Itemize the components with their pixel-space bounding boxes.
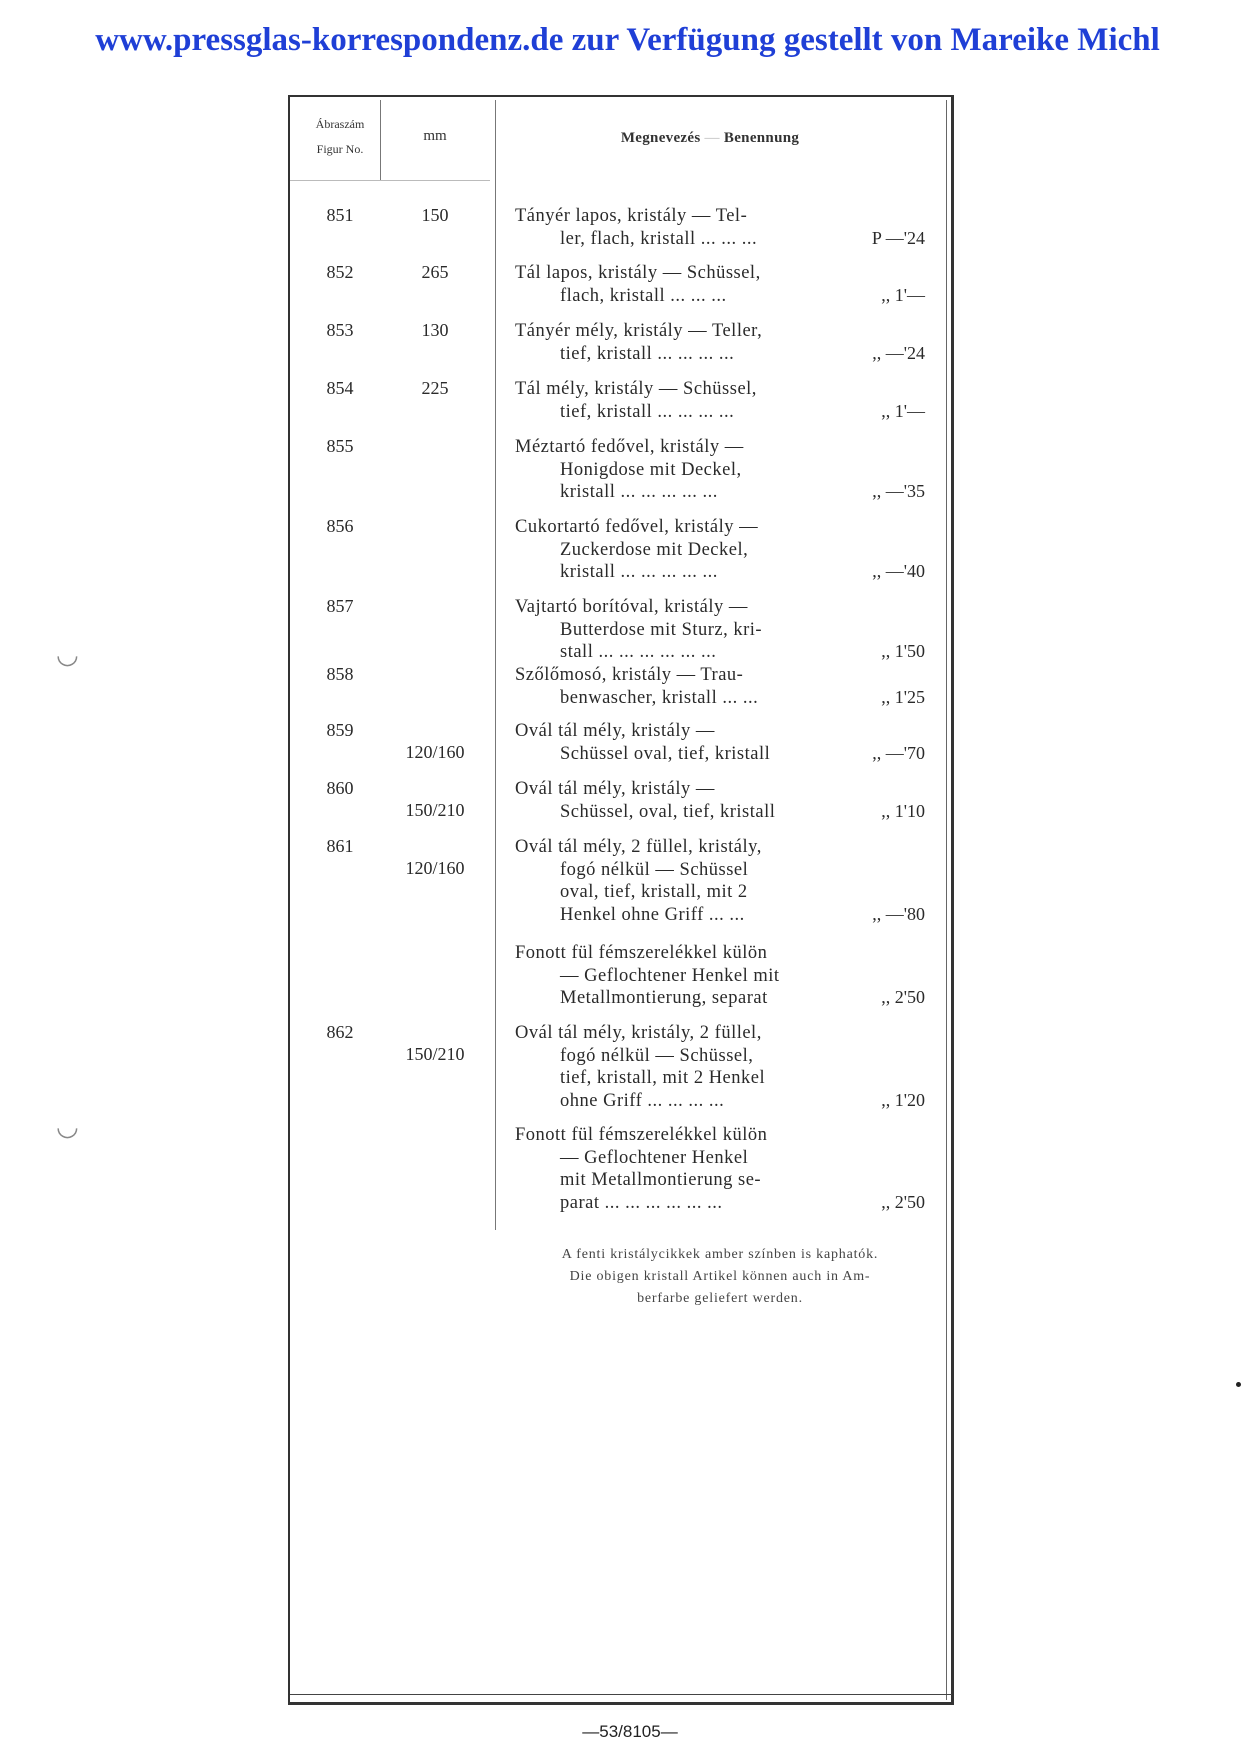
description-line: tief, kristall ... ... ... ... <box>560 343 735 364</box>
header-separator: — <box>704 130 720 146</box>
item-price: ,, —'80 <box>872 903 925 924</box>
description-line: Fonott fül fémszerelékkel külön <box>515 943 768 963</box>
figure-number: 857 <box>326 596 354 616</box>
figure-number: 861 <box>326 836 354 856</box>
description-line: Tányér lapos, kristály — Tel- <box>515 206 748 226</box>
column-divider-fig <box>380 100 381 180</box>
figure-number: 862 <box>326 1022 354 1042</box>
footnote-line: A fenti kristálycikkek amber színben is kaphatók. <box>561 1247 879 1262</box>
item-price: ,, 1'25 <box>881 686 925 707</box>
description-line: tief, kristall, mit 2 Henkel <box>560 1068 766 1089</box>
page-number: —53/8105— <box>582 1722 678 1741</box>
description-line: Tál mély, kristály — Schüssel, <box>515 379 757 399</box>
item-price: ,, 1'50 <box>881 641 925 662</box>
header-figure-hu: Ábraszám <box>315 117 365 131</box>
frame-inner-right-rule <box>946 100 947 1700</box>
footnote-line: Die obigen kristall Artikel können auch in Am- <box>569 1269 871 1284</box>
description-line: Vajtartó borítóval, kristály — <box>515 597 748 617</box>
item-description <box>515 1022 833 1112</box>
size-mm: 120/160 <box>405 742 465 762</box>
size-mm: 225 <box>421 378 449 398</box>
description-line: Schüssel, oval, tief, kristall <box>560 801 776 822</box>
description-line: kristall ... ... ... ... ... <box>560 562 718 583</box>
description-line: Tányér mély, kristály — Teller, <box>515 321 763 341</box>
description-line: Metallmontierung, separat <box>560 988 768 1009</box>
item-price: ,, 1'10 <box>881 800 925 821</box>
description-line: Honigdose mit Deckel, <box>560 459 742 480</box>
footnote <box>505 1244 935 1310</box>
item-price: ,, —'24 <box>872 342 925 363</box>
item-description <box>515 516 833 584</box>
description-line: Fonott fül fémszerelékkel külön <box>515 1125 768 1145</box>
figure-number: 856 <box>326 516 354 536</box>
item-price: ,, 1'— <box>881 284 925 305</box>
size-mm: 130 <box>421 320 449 340</box>
description-line: parat ... ... ... ... ... ... <box>560 1192 723 1213</box>
description-line: fogó nélkül — Schüssel, <box>560 1045 754 1066</box>
item-description <box>515 596 833 664</box>
header-mm: mm <box>423 128 447 144</box>
description-line: Zuckerdose mit Deckel, <box>560 539 749 560</box>
description-line: — Geflochtener Henkel mit <box>560 965 780 986</box>
item-price: ,, 1'20 <box>881 1089 925 1110</box>
description-line: benwascher, kristall ... ... <box>560 687 759 708</box>
item-description <box>515 320 833 365</box>
item-price: P —'24 <box>871 227 925 248</box>
figure-number: 859 <box>326 720 354 740</box>
description-line: oval, tief, kristall, mit 2 <box>560 882 748 903</box>
header-underline <box>290 180 490 181</box>
scan-speck <box>1236 1382 1241 1387</box>
description-line: Butterdose mit Sturz, kri- <box>560 619 763 640</box>
header-figure-de: Figur No. <box>316 142 364 156</box>
item-description <box>515 205 833 250</box>
frame-inner-bottom-rule <box>290 1694 952 1695</box>
size-mm: 150/210 <box>405 1044 465 1064</box>
column-divider-mm <box>495 100 496 1230</box>
description-line: ler, flach, kristall ... ... ... <box>560 228 758 249</box>
size-mm: 265 <box>421 262 449 282</box>
description-line: flach, kristall ... ... ... <box>560 285 727 306</box>
header-figure-number <box>300 112 380 162</box>
binder-hole-mark: ◡ <box>56 1112 79 1142</box>
header-designation <box>560 130 860 147</box>
figure-number: 851 <box>326 205 354 225</box>
item-description <box>515 262 833 307</box>
footnote-line: berfarbe geliefert werden. <box>637 1291 803 1306</box>
description-line: — Geflochtener Henkel <box>560 1147 749 1168</box>
figure-number: 854 <box>326 378 354 398</box>
description-line: Schüssel oval, tief, kristall <box>560 743 771 764</box>
description-line: mit Metallmontierung se- <box>560 1170 762 1191</box>
binder-hole-mark: ◡ <box>56 640 79 670</box>
description-line: kristall ... ... ... ... ... <box>560 482 718 503</box>
description-line: ohne Griff ... ... ... ... <box>560 1090 725 1111</box>
item-price: ,, 1'— <box>881 400 925 421</box>
description-line: Ovál tál mély, kristály, 2 füllel, <box>515 1023 762 1043</box>
description-line: fogó nélkül — Schüssel <box>560 859 749 880</box>
item-price: ,, —'40 <box>872 561 925 582</box>
size-mm: 150/210 <box>405 800 465 820</box>
item-description <box>515 1124 833 1214</box>
figure-number: 852 <box>326 262 354 282</box>
item-price: ,, 2'50 <box>881 1191 925 1212</box>
item-description <box>515 378 833 423</box>
figure-number: 860 <box>326 778 354 798</box>
figure-number: 853 <box>326 320 354 340</box>
description-line: Méztartó fedővel, kristály — <box>515 437 744 457</box>
header-designation-de: Benennung <box>723 130 800 146</box>
item-price: ,, —'70 <box>872 742 925 763</box>
item-description <box>515 836 833 926</box>
source-banner: www.pressglas-korrespondenz.de zur Verfügung gestellt von Mareike Michl <box>95 22 1160 58</box>
item-description <box>515 942 833 1010</box>
item-price: ,, 2'50 <box>881 987 925 1008</box>
description-line: Cukortartó fedővel, kristály — <box>515 517 759 537</box>
item-price: ,, —'35 <box>872 481 925 502</box>
item-description <box>515 664 833 709</box>
description-line: tief, kristall ... ... ... ... <box>560 401 735 422</box>
description-line: Tál lapos, kristály — Schüssel, <box>515 263 761 283</box>
item-description <box>515 436 833 504</box>
description-line: Ovál tál mély, 2 füllel, kristály, <box>515 837 762 857</box>
figure-number: 858 <box>326 664 354 684</box>
header-designation-hu: Megnevezés <box>620 130 701 146</box>
item-description <box>515 778 833 823</box>
size-mm: 120/160 <box>405 858 465 878</box>
item-description <box>515 720 833 765</box>
description-line: Ovál tál mély, kristály — <box>515 721 715 741</box>
description-line: Henkel ohne Griff ... ... <box>560 904 745 925</box>
size-mm: 150 <box>421 205 449 225</box>
description-line: Ovál tál mély, kristály — <box>515 779 715 799</box>
description-line: Szőlőmosó, kristály — Trau- <box>515 665 744 685</box>
figure-number: 855 <box>326 436 354 456</box>
description-line: stall ... ... ... ... ... ... <box>560 642 717 663</box>
